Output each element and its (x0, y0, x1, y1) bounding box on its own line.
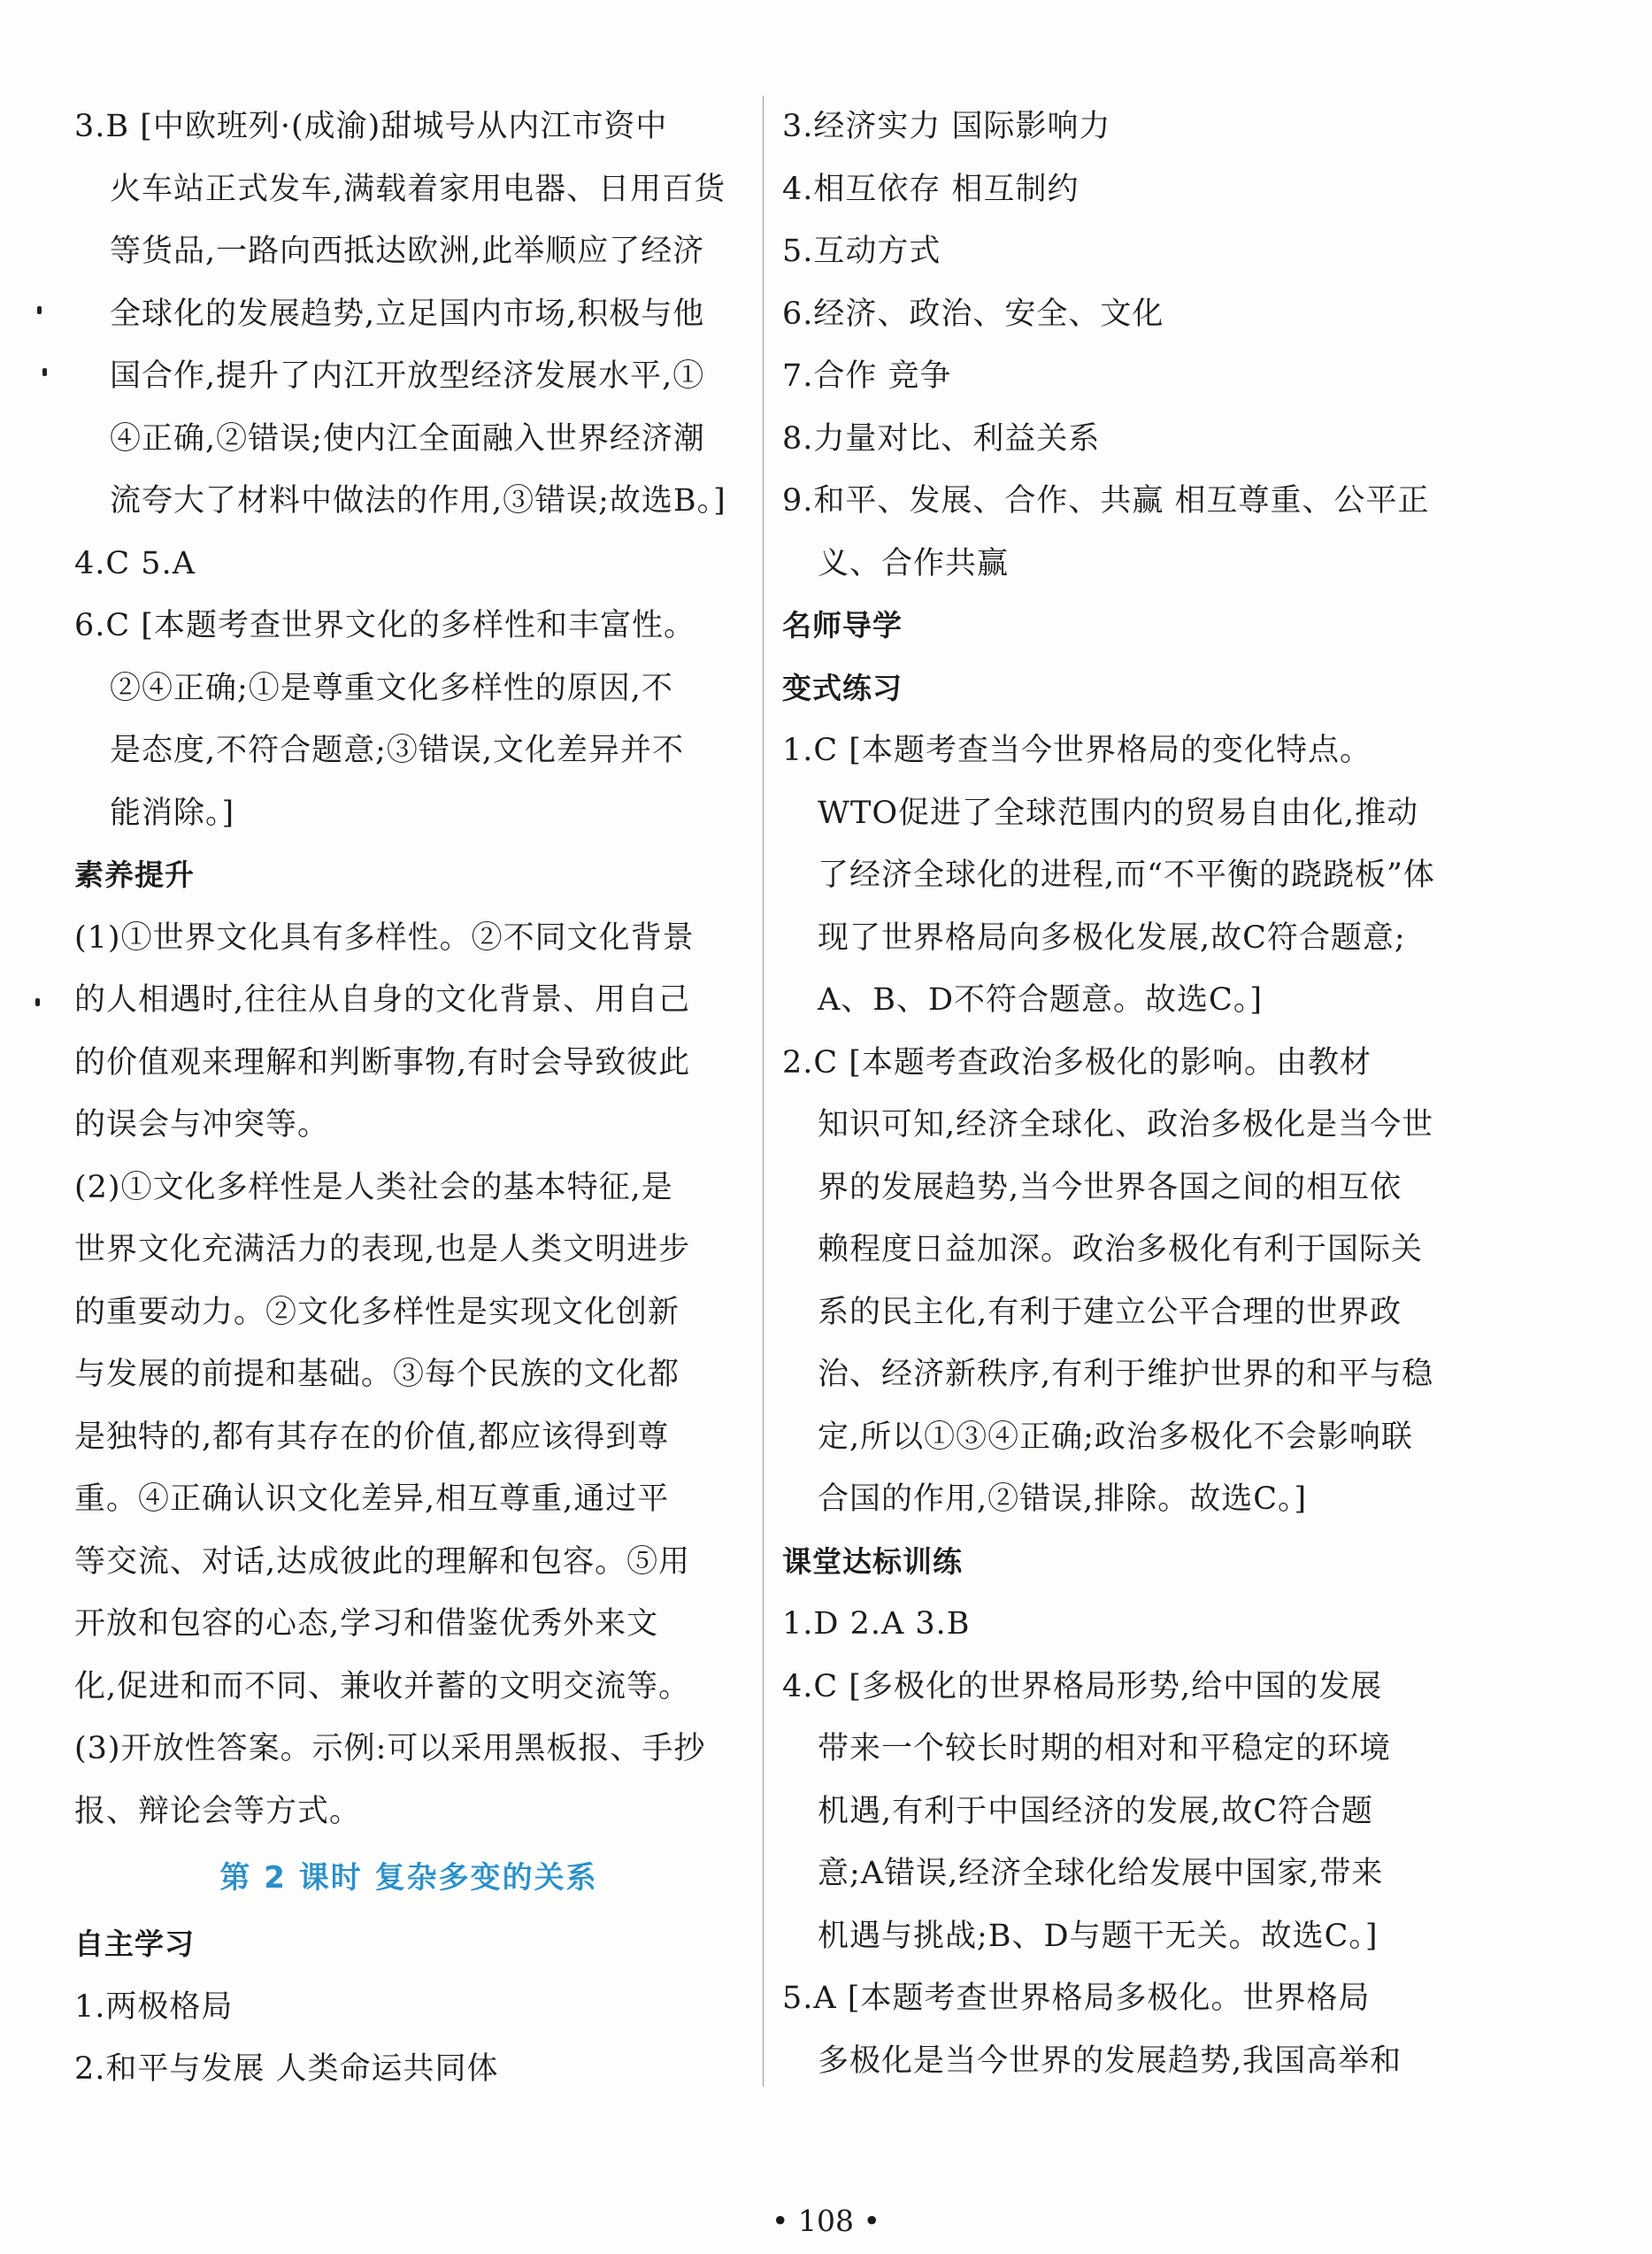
ketang-line: 4.C [多极化的世界格局形势,给中国的发展 (782, 1668, 1383, 1704)
bianshi-line: A、B、D不符合题意。故选C。] (818, 982, 1263, 1018)
answer-line: 5.互动方式 (782, 234, 941, 269)
scan-mark (42, 368, 47, 376)
left-column (74, 96, 743, 2101)
page-number: • 108 • (772, 2204, 880, 2238)
suyang-line: 的价值观来理解和判断事物,有时会导致彼此 (74, 1044, 691, 1081)
suyang-line: 是独特的,都有其存在的价值,都应该得到尊 (74, 1419, 670, 1455)
heading-suyang: 素养提升 (74, 858, 195, 892)
suyang-line: 报、辩论会等方式。 (74, 1793, 362, 1829)
column-divider (763, 96, 764, 2087)
ketang-line: 机遇,有利于中国经济的发展,故C符合题 (818, 1793, 1374, 1829)
answer-line: 是态度,不符合题意;③错误,文化差异并不 (110, 733, 685, 768)
answer-line: 4.相互依存 相互制约 (782, 171, 1080, 207)
scan-mark (35, 998, 40, 1006)
bianshi-block (782, 719, 1455, 1531)
bianshi-line: 治、经济新秩序,有利于维护世界的和平与稳 (818, 1357, 1434, 1392)
bianshi-line: 系的民主化,有利于建立公平合理的世界政 (818, 1294, 1402, 1330)
answer-line: 流夸大了材料中做法的作用,③错误;故选B。] (110, 483, 726, 519)
suyang-line: 的重要动力。②文化多样性是实现文化创新 (74, 1294, 680, 1330)
answer-line: 等货品,一路向西抵达欧洲,此举顺应了经济 (110, 234, 705, 269)
left-answer-block (74, 96, 743, 844)
bianshi-line: 赖程度日益加深。政治多极化有利于国际关 (818, 1232, 1424, 1267)
heading-zizhu: 自主学习 (74, 1927, 195, 1961)
answer-line: 义、合作共赢 (818, 545, 1010, 581)
suyang-line: 等交流、对话,达成彼此的理解和包容。⑤用 (74, 1543, 691, 1580)
heading-bianshi: 变式练习 (782, 670, 903, 705)
heading-ketang: 课堂达标训练 (782, 1543, 963, 1579)
answer-line: 全球化的发展趋势,立足国内市场,积极与他 (110, 296, 705, 332)
suyang-line: 与发展的前提和基础。③每个民族的文化都 (74, 1357, 680, 1392)
bianshi-line: 界的发展趋势,当今世界各国之间的相互依 (818, 1169, 1402, 1205)
scan-mark (37, 306, 42, 314)
ketang-line: 带来一个较长时期的相对和平稳定的环境 (818, 1731, 1392, 1766)
ketang-block (782, 1593, 1455, 2092)
suyang-block (74, 907, 743, 1843)
suyang-line: 世界文化充满活力的表现,也是人类文明进步 (74, 1232, 691, 1267)
bianshi-line: 定,所以①③④正确;政治多极化不会影响联 (818, 1419, 1413, 1455)
answer-line: ②④正确;①是尊重文化多样性的原因,不 (110, 670, 673, 706)
bianshi-line: 合国的作用,②错误,排除。故选C。] (818, 1481, 1308, 1517)
suyang-line: (3)开放性答案。示例:可以采用黑板报、手抄 (74, 1731, 706, 1766)
zizhu-line: 2.和平与发展 人类命运共同体 (74, 2051, 499, 2087)
answer-line: ④正确,②错误;使内江全面融入世界经济潮 (110, 420, 705, 457)
suyang-line: 的误会与冲突等。 (74, 1107, 330, 1142)
heading-mingshi: 名师导学 (782, 608, 903, 642)
suyang-line: (1)①世界文化具有多样性。②不同文化背景 (74, 919, 695, 956)
ketang-line: 多极化是当今世界的发展趋势,我国高举和 (818, 2042, 1402, 2079)
answer-line: 7.合作 竞争 (782, 358, 952, 394)
answer-line: 8.力量对比、利益关系 (782, 420, 1101, 457)
suyang-line: 的人相遇时,往往从自身的文化背景、用自己 (74, 982, 691, 1018)
bianshi-line: 了经济全球化的进程,而“不平衡的跷跷板”体 (818, 858, 1435, 893)
bianshi-line: 2.C [本题考查政治多极化的影响。由教材 (782, 1044, 1372, 1081)
bianshi-line: 现了世界格局向多极化发展,故C符合题意; (818, 919, 1406, 956)
bianshi-line: 知识可知,经济全球化、政治多极化是当今世 (818, 1107, 1434, 1142)
answer-line: 6.C [本题考查世界文化的多样性和丰富性。 (74, 608, 695, 643)
zizhu-line: 1.两极格局 (74, 1989, 234, 2025)
suyang-line: 重。④正确认识文化差异,相互尊重,通过平 (74, 1481, 670, 1517)
answer-line: 能消除。] (110, 795, 235, 831)
suyang-line: 化,促进和而不同、兼收并蓄的文明交流等。 (74, 1668, 691, 1704)
ketang-line: 5.A [本题考查世界格局多极化。世界格局 (782, 1981, 1371, 2016)
zizhu-block (74, 1976, 743, 2101)
answer-line: 国合作,提升了内江开放型经济发展水平,① (110, 358, 705, 394)
suyang-line: 开放和包容的心态,学习和借鉴优秀外来文 (74, 1606, 659, 1642)
ketang-line: 意;A错误,经济全球化给发展中国家,带来 (818, 1856, 1384, 1891)
suyang-line: (2)①文化多样性是人类社会的基本特征,是 (74, 1169, 673, 1205)
answer-line: 3.经济实力 国际影响力 (782, 109, 1111, 144)
bianshi-line: 1.C [本题考查当今世界格局的变化特点。 (782, 733, 1372, 768)
ketang-line: 1.D 2.A 3.B (782, 1606, 971, 1642)
answer-line: 9.和平、发展、合作、共赢 相互尊重、公平正 (782, 483, 1430, 519)
answer-line: 6.经济、政治、安全、文化 (782, 296, 1164, 332)
answer-line: 火车站正式发车,满载着家用电器、日用百货 (110, 171, 726, 207)
right-column (782, 96, 1455, 2092)
ketang-line: 机遇与挑战;B、D与题干无关。故选C。] (818, 1918, 1379, 1954)
right-answer-block (782, 96, 1455, 595)
answer-line: 4.C 5.A (74, 545, 196, 581)
answer-line: 3.B [中欧班列·(成渝)甜城号从内江市资中 (74, 109, 668, 144)
bianshi-line: WTO促进了全球范围内的贸易自由化,推动 (818, 795, 1419, 831)
section-title: 第 2 课时 复杂多变的关系 (219, 1860, 598, 1896)
